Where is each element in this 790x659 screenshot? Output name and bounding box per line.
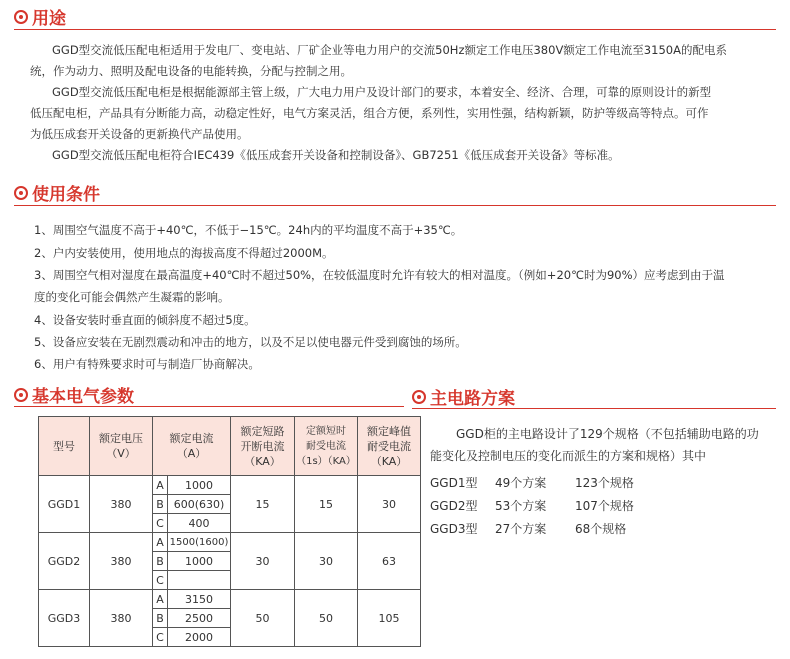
condition-line-6: 5、设备应安装在无剧烈震动和冲击的地方，以及不足以使电器元件受到腐蚀的场所。 [34, 335, 467, 349]
scheme-specs: 107个规格 [575, 499, 634, 513]
cell-sub-letter: A [153, 590, 168, 609]
cell-sub-letter: A [153, 476, 168, 495]
cell-current: 2000 [168, 628, 231, 647]
cell-sub-letter: C [153, 514, 168, 533]
circuit-title: 主电路方案 [430, 389, 515, 409]
cell-breaking: 30 [231, 533, 295, 590]
cell-breaking: 15 [231, 476, 295, 533]
table-row [39, 476, 421, 495]
conditions-heading [14, 180, 100, 205]
condition-line-5: 4、设备安装时垂直面的倾斜度不超过5度。 [34, 313, 256, 327]
condition-line-7: 6、用户有特殊要求时可与制造厂协商解决。 [34, 357, 260, 371]
header-voltage: 额定电压 （V） [90, 417, 153, 476]
cell-current: 400 [168, 514, 231, 533]
header-model: 型号 [39, 417, 90, 476]
cell-peak: 30 [358, 476, 421, 533]
circuit-line-1: GGD柜的主电路设计了129个规格（不包括辅助电路的功 [456, 427, 759, 441]
header-current: 额定电流 （A） [153, 417, 231, 476]
cell-sub-letter: A [153, 533, 168, 552]
usage-line-6: GGD型交流低压配电柜符合IEC439《低压成套开关设备和控制设备》、GB7251《低压成套开关设备》等标准。 [52, 148, 620, 162]
table-row [39, 533, 421, 552]
cell-model: GGD3 [39, 590, 90, 647]
usage-line-5: 为低压成套开关设备的更新换代产品使用。 [30, 127, 249, 141]
cell-sub-letter: C [153, 571, 168, 590]
conditions-title: 使用条件 [32, 185, 100, 205]
cell-current: 600(630) [168, 495, 231, 514]
usage-line-1: GGD型交流低压配电柜适用于发电厂、变电站、厂矿企业等电力用户的交流50Hz额定工作电压380V额定工作电流至3150A的配电系 [52, 43, 727, 57]
scheme-specs: 68个规格 [575, 522, 627, 536]
params-divider [14, 406, 404, 407]
cell-current: 1000 [168, 476, 231, 495]
cell-breaking: 50 [231, 590, 295, 647]
scheme-row-ggd2 [430, 497, 634, 514]
params-table [38, 416, 421, 647]
condition-line-3: 3、周围空气相对湿度在最高温度+40℃时不超过50%，在较低温度时允许有较大的相对温度。（例如+20℃时为90%）应考虑到由于温 [34, 268, 725, 282]
circuit-line-2: 能变化及控制电压的变化而派生的方案和规格）其中 [430, 449, 707, 463]
circle-bullet-icon [14, 388, 28, 402]
cell-current: 3150 [168, 590, 231, 609]
usage-line-2: 统，作为动力、照明及配电设备的电能转换，分配与控制之用。 [30, 64, 352, 78]
cell-current: 1500(1600) [168, 533, 231, 552]
cell-sub-letter: B [153, 552, 168, 571]
condition-line-1: 1、周围空气温度不高于+40℃，不低于−15℃。24h内的平均温度不高于+35℃。 [34, 223, 463, 237]
cell-sub-letter: C [153, 628, 168, 647]
cell-current [168, 571, 231, 590]
circuit-heading [412, 384, 515, 409]
circle-bullet-icon [412, 390, 426, 404]
cell-peak: 105 [358, 590, 421, 647]
cell-voltage: 380 [90, 476, 153, 533]
scheme-row-ggd3 [430, 520, 626, 537]
scheme-row-ggd1 [430, 474, 634, 491]
usage-title: 用途 [32, 9, 66, 29]
scheme-specs: 123个规格 [575, 476, 634, 490]
scheme-count: 49个方案 [495, 476, 547, 490]
cell-current: 1000 [168, 552, 231, 571]
usage-line-4: 低压配电柜，产品具有分断能力高，动稳定性好，电气方案灵活，组合方便，系列性，实用性强，结构新颖，防护等级高等特点。可作 [30, 106, 709, 120]
circle-bullet-icon [14, 10, 28, 24]
cell-current: 2500 [168, 609, 231, 628]
scheme-model: GGD3型 [430, 522, 478, 536]
table-row [39, 590, 421, 609]
conditions-divider [14, 205, 776, 206]
circle-bullet-icon [14, 186, 28, 200]
cell-voltage: 380 [90, 590, 153, 647]
cell-voltage: 380 [90, 533, 153, 590]
scheme-count: 53个方案 [495, 499, 547, 513]
header-short-time: 定额短时 耐受电流 （1s）（KA） [295, 417, 358, 476]
condition-line-4: 度的变化可能会偶然产生凝霜的影响。 [34, 290, 230, 304]
cell-short-time: 50 [295, 590, 358, 647]
cell-sub-letter: B [153, 609, 168, 628]
cell-model: GGD1 [39, 476, 90, 533]
params-heading [14, 382, 134, 407]
cell-peak: 63 [358, 533, 421, 590]
circuit-divider [412, 408, 776, 409]
cell-model: GGD2 [39, 533, 90, 590]
usage-divider [14, 29, 776, 30]
usage-line-3: GGD型交流低压配电柜是根据能源部主管上级，广大电力用户及设计部门的要求，本着安全、经济、合理，可靠的原则设计的新型 [52, 85, 712, 99]
scheme-model: GGD1型 [430, 476, 478, 490]
cell-sub-letter: B [153, 495, 168, 514]
cell-short-time: 15 [295, 476, 358, 533]
params-title: 基本电气参数 [32, 387, 134, 407]
header-breaking: 额定短路 开断电流 （KA） [231, 417, 295, 476]
condition-line-2: 2、户内安装使用，使用地点的海拔高度不得超过2000M。 [34, 246, 334, 260]
usage-heading [14, 4, 66, 29]
header-peak: 额定峰值 耐受电流 （KA） [358, 417, 421, 476]
cell-short-time: 30 [295, 533, 358, 590]
scheme-count: 27个方案 [495, 522, 547, 536]
scheme-model: GGD2型 [430, 499, 478, 513]
